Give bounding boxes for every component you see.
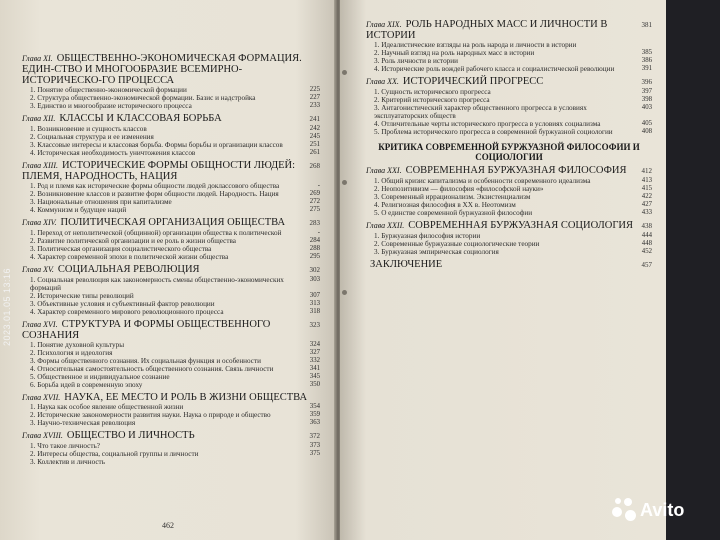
page-ref: 359 [309,411,320,418]
chapter-label: Глава XVII. [22,393,61,402]
toc-item-text: 5. Проблема исторического прогресса в современной буржуазной социологии [374,128,613,136]
chapter-label: Глава XVIII. [22,431,63,440]
toc-item-text: 3. Антагонистический характер общественного прогресса в условиях эксплуататорских обществ [374,104,587,120]
chapter-title-wrap [22,160,310,182]
chapter-heading [22,217,320,229]
toc-item-text: 1. Социальная революция как закономерность смены общественно-экономических формаций [30,276,284,292]
toc-item-text: 1. Наука как особое явление общественной жизни [30,403,184,411]
toc-item [366,49,652,57]
toc-item-text: 2. Развитие политической организации и ее роль в жизни общества [30,237,236,245]
chapter-title: ОБЩЕСТВЕННО-ЭКОНОМИЧЕСКАЯ ФОРМАЦИЯ. ЕДИН-СТВО И МНОГООБРАЗИЕ ВСЕМИРНО-ИСТОРИЧЕСКО-ГО ПРОЦЕССА [22,53,302,86]
chapter-title-wrap [22,264,310,276]
toc-item-text: 2. Исторические закономерности развития науки. Наука о природе и общество [30,411,271,419]
chapter-title: КЛАССЫ И КЛАССОВАЯ БОРЬБА [59,113,222,124]
chapter-heading [366,19,652,41]
page-ref: 303 [309,276,320,283]
chapter-label: Глава XIX. [366,20,402,29]
toc-item [22,276,320,292]
binding-hole [342,70,347,75]
page-ref: 457 [641,261,652,269]
toc-item-text: 4. Характер современной эпохи в политической жизни общества [30,253,229,261]
toc-item-text: 3. Буржуазная эмпирическая социология [374,248,499,256]
right-page [340,0,666,540]
toc-item [22,206,320,214]
chapter-heading [22,392,320,403]
toc-item-text: 1. Сущность исторического прогресса [374,88,491,96]
toc-item [366,240,652,248]
toc-item-text: 1. Переход от неполитической (общинной) организации общества к политической [30,229,282,237]
chapter-title-wrap [22,392,320,403]
toc-item [22,411,320,419]
toc-item-text: 2. Структура общественно-экономической формации. Базис и надстройка [30,94,256,102]
toc-item-text: 3. Национальные отношения при капитализме [30,198,172,206]
chapter-title: СОЦИАЛЬНАЯ РЕВОЛЮЦИЯ [57,264,200,275]
toc-item [366,193,652,201]
chapter-title-wrap [22,53,320,86]
toc-item-text: 1. Род и племя как исторические формы общности людей доклассового общества [30,182,280,190]
left-page [0,0,336,540]
page-ref: 381 [641,21,652,29]
toc-item [22,182,320,190]
page-ref: 261 [309,149,320,156]
section-heading: КРИТИКА СОВРЕМЕННОЙ БУРЖУАЗНОЙ ФИЛОСОФИИ И СОЦИОЛОГИИ [378,142,640,162]
toc-item-text: 5. Общественное и индивидуальное сознание [30,373,170,381]
page-ref: 438 [641,222,652,230]
binding-hole [342,290,347,295]
page-ref: 386 [641,57,652,64]
page-ref: 375 [309,450,320,457]
photo-timestamp: 2023.01.05 13:16 [2,267,12,346]
toc-item-text: 2. Исторические типы революций [30,292,134,300]
page-ref: 415 [641,185,652,192]
page-ref: 283 [309,219,320,227]
page-ref: 448 [641,240,652,247]
page-ref: 452 [641,248,652,255]
toc-item-text: 3. Научно-техническая революция [30,419,136,427]
toc-item-text: 1. Возникновение и сущность классов [30,125,147,133]
page-ref: 405 [641,120,652,127]
toc-item [22,292,320,300]
toc-item [366,177,652,185]
toc-item [22,419,320,427]
toc-item-text: 2. Неопозитивизм — философия «философской науки» [374,185,544,193]
toc-item [22,365,320,373]
page-ref: - [317,182,320,189]
toc-item [22,133,320,141]
toc-item [22,94,320,102]
avito-watermark [612,498,684,522]
chapter-title: СОВРЕМЕННАЯ БУРЖУАЗНАЯ СОЦИОЛОГИЯ [408,220,634,231]
toc-item-text: 1. Буржуазная философия истории [374,232,481,240]
page-ref: 345 [309,373,320,380]
chapter-title-wrap [366,259,642,271]
left-toc [22,50,320,466]
toc-item [22,450,320,458]
page-ref: - [317,229,320,236]
chapter-heading [22,430,320,442]
toc-item-text: 6. Борьба идей в современную эпоху [30,381,143,389]
toc-item-text: 4. Отличительные черты исторического прогресса в условиях социализма [374,120,601,128]
page-ref: 397 [641,88,652,95]
chapter-title: ЗАКЛЮЧЕНИЕ [370,259,443,270]
binding-hole [342,180,347,185]
chapter-title-wrap [22,113,310,125]
avito-brand-text: Avito [640,499,685,520]
toc-item [22,357,320,365]
page-ref: 363 [309,419,320,426]
chapter-label: Глава XVI. [22,320,58,329]
page-ref: 403 [641,104,652,111]
chapter-title-wrap [22,319,310,341]
toc-item-text: 2. Современные буржуазные социологические теории [374,240,540,248]
page-ref: 272 [309,198,320,205]
page-ref: 422 [641,193,652,200]
page-number: 462 [162,521,174,530]
right-toc [366,16,652,271]
toc-item-text: 3. Современный иррационализм. Экзистенциализм [374,193,531,201]
toc-item-text: 4. Относительная самостоятельность общественного сознания. Связь личности [30,365,274,373]
toc-item-text: 3. Формы общественного сознания. Их социальная функция и особенности [30,357,261,365]
toc-item [22,198,320,206]
chapter-title-wrap [366,165,642,177]
page-ref: 413 [641,177,652,184]
toc-item [22,458,320,466]
toc-item [366,104,652,120]
page-ref: 227 [309,94,320,101]
page-ref: 398 [641,96,652,103]
toc-item [366,65,652,73]
toc-item [366,248,652,256]
toc-item [366,209,652,217]
toc-item-text: 1. Что такое личность? [30,442,100,450]
page-ref: 313 [309,300,320,307]
toc-item [366,201,652,209]
page-ref: 245 [309,133,320,140]
page-ref: 354 [309,403,320,410]
chapter-label: Глава XI. [22,54,53,63]
page-ref: 268 [309,162,320,170]
chapter-title-wrap [366,19,642,41]
page-ref: 350 [309,381,320,388]
toc-item [22,229,320,237]
toc-item [366,120,652,128]
chapter-heading [22,319,320,341]
toc-item [22,349,320,357]
page-ref: 241 [309,115,320,123]
toc-item [366,57,652,65]
toc-item [366,128,652,136]
toc-item [22,190,320,198]
page-ref: 242 [309,125,320,132]
toc-item-text: 4. Коммунизм и будущее наций [30,206,127,214]
page-ref: 295 [309,253,320,260]
page-ref: 385 [641,49,652,56]
page-ref: 372 [309,432,320,440]
toc-item-text: 3. Единство и многообразие исторического процесса [30,102,192,110]
page-ref: 427 [641,201,652,208]
toc-item [22,141,320,149]
chapter-label: Глава XXII. [366,221,405,230]
toc-item [22,125,320,133]
page-ref: 324 [309,341,320,348]
page-ref: 323 [309,321,320,329]
page-ref: 251 [309,141,320,148]
toc-item [22,341,320,349]
chapter-heading [22,160,320,182]
toc-item [22,403,320,411]
toc-item-text: 2. Социальная структура и ее изменения [30,133,154,141]
toc-item [366,96,652,104]
chapter-title-wrap [366,76,642,88]
chapter-title: ИСТОРИЧЕСКИЙ ПРОГРЕСС [402,76,544,87]
page-ref: 233 [309,102,320,109]
toc-item [366,88,652,96]
toc-item [22,149,320,157]
chapter-label: Глава XIV. [22,218,57,227]
chapter-heading [366,259,652,271]
toc-item [22,253,320,261]
page-ref: 391 [641,65,652,72]
page-ref: 341 [309,365,320,372]
chapter-title: СТРУКТУРА И ФОРМЫ ОБЩЕСТВЕННОГО СОЗНАНИЯ [22,319,271,341]
toc-item [366,185,652,193]
toc-item-text: 3. Политическая организация социалистического общества [30,245,212,253]
toc-item [22,373,320,381]
toc-item-text: 2. Психология и идеология [30,349,113,357]
chapter-heading [366,165,652,177]
page-ref: 444 [641,232,652,239]
page-ref: 307 [309,292,320,299]
page-ref: 396 [641,78,652,86]
chapter-heading [22,113,320,125]
toc-item-text: 4. Исторические роль вождей рабочего класса и социалистической революции [374,65,615,73]
page-ref: 373 [309,442,320,449]
toc-item-text: 3. Роль личности в истории [374,57,458,65]
chapter-title: ПОЛИТИЧЕСКАЯ ОРГАНИЗАЦИЯ ОБЩЕСТВА [60,217,286,228]
toc-item-text: 3. Классовые интересы и классовая борьба. Формы борьбы и организации классов [30,141,283,149]
toc-item-text: 3. Объективные условия и субъективный фактор революции [30,300,215,308]
chapter-title: ОБЩЕСТВО И ЛИЧНОСТЬ [66,430,195,441]
chapter-title-wrap [22,430,310,442]
toc-item [22,308,320,316]
toc-item-text: 2. Интересы общества, социальной группы и личности [30,450,199,458]
toc-item [22,245,320,253]
page-ref: 275 [309,206,320,213]
page-ref: 433 [641,209,652,216]
page-ref: 412 [641,167,652,175]
toc-item-text: 4. Историческая необходимость уничтожения классов [30,149,196,157]
page-ref: 288 [309,245,320,252]
chapter-title: НАУКА, ЕЕ МЕСТО И РОЛЬ В ЖИЗНИ ОБЩЕСТВА [64,392,308,403]
toc-item-text: 2. Возникновение классов и развитие форм общности людей. Народность. Нация [30,190,279,198]
page-ref: 408 [641,128,652,135]
chapter-label: Глава XV. [22,265,54,274]
toc-item [366,232,652,240]
page-ref: 318 [309,308,320,315]
toc-item [22,381,320,389]
toc-item [22,237,320,245]
page-ref: 327 [309,349,320,356]
chapter-label: Глава XX. [366,77,399,86]
chapter-title: ИСТОРИЧЕСКИЕ ФОРМЫ ОБЩНОСТИ ЛЮДЕЙ: ПЛЕМЯ, НАРОДНОСТЬ, НАЦИЯ [22,160,296,182]
chapter-label: Глава XIII. [22,161,59,170]
toc-item-text: 4. Религиозная философия в XX в. Неотомизм [374,201,516,209]
chapter-title: РОЛЬ НАРОДНЫХ МАСС И ЛИЧНОСТИ В ИСТОРИИ [366,19,608,41]
toc-item [22,442,320,450]
toc-item-text: 2. Научный взгляд на роль народных масс в истории [374,49,535,57]
page-ref: 284 [309,237,320,244]
avito-dots-icon [612,498,636,522]
toc-item-text: 1. Понятие общественно-экономической формации [30,86,187,94]
page-ref: 225 [309,86,320,93]
chapter-title: СОВРЕМЕННАЯ БУРЖУАЗНАЯ ФИЛОСОФИЯ [405,165,627,176]
page-ref: 269 [309,190,320,197]
book-cover [666,0,720,540]
chapter-title-wrap [366,220,642,232]
toc-item-text: 4. Характер современного мирового революционного процесса [30,308,224,316]
toc-item [22,86,320,94]
toc-item [366,41,652,49]
toc-item-text: 1. Понятие духовной культуры [30,341,125,349]
chapter-title-wrap [22,217,310,229]
toc-item [22,300,320,308]
toc-item-text: 3. Коллектив и личность [30,458,105,466]
toc-item-text: 1. Идеалистические взгляды на роль народа и личности в истории [374,41,577,49]
toc-item-text: 2. Критерий исторического прогресса [374,96,490,104]
chapter-heading [22,264,320,276]
chapter-label: Глава XXI. [366,166,402,175]
page-ref: 302 [309,266,320,274]
toc-item-text: 1. Общий кризис капитализма и особенности современного идеализма [374,177,591,185]
chapter-heading [366,76,652,88]
chapter-heading [22,53,320,86]
toc-item-text: 5. О единстве современной буржуазной философии [374,209,533,217]
chapter-label: Глава XII. [22,114,56,123]
toc-item [22,102,320,110]
chapter-heading [366,220,652,232]
page-ref: 332 [309,357,320,364]
